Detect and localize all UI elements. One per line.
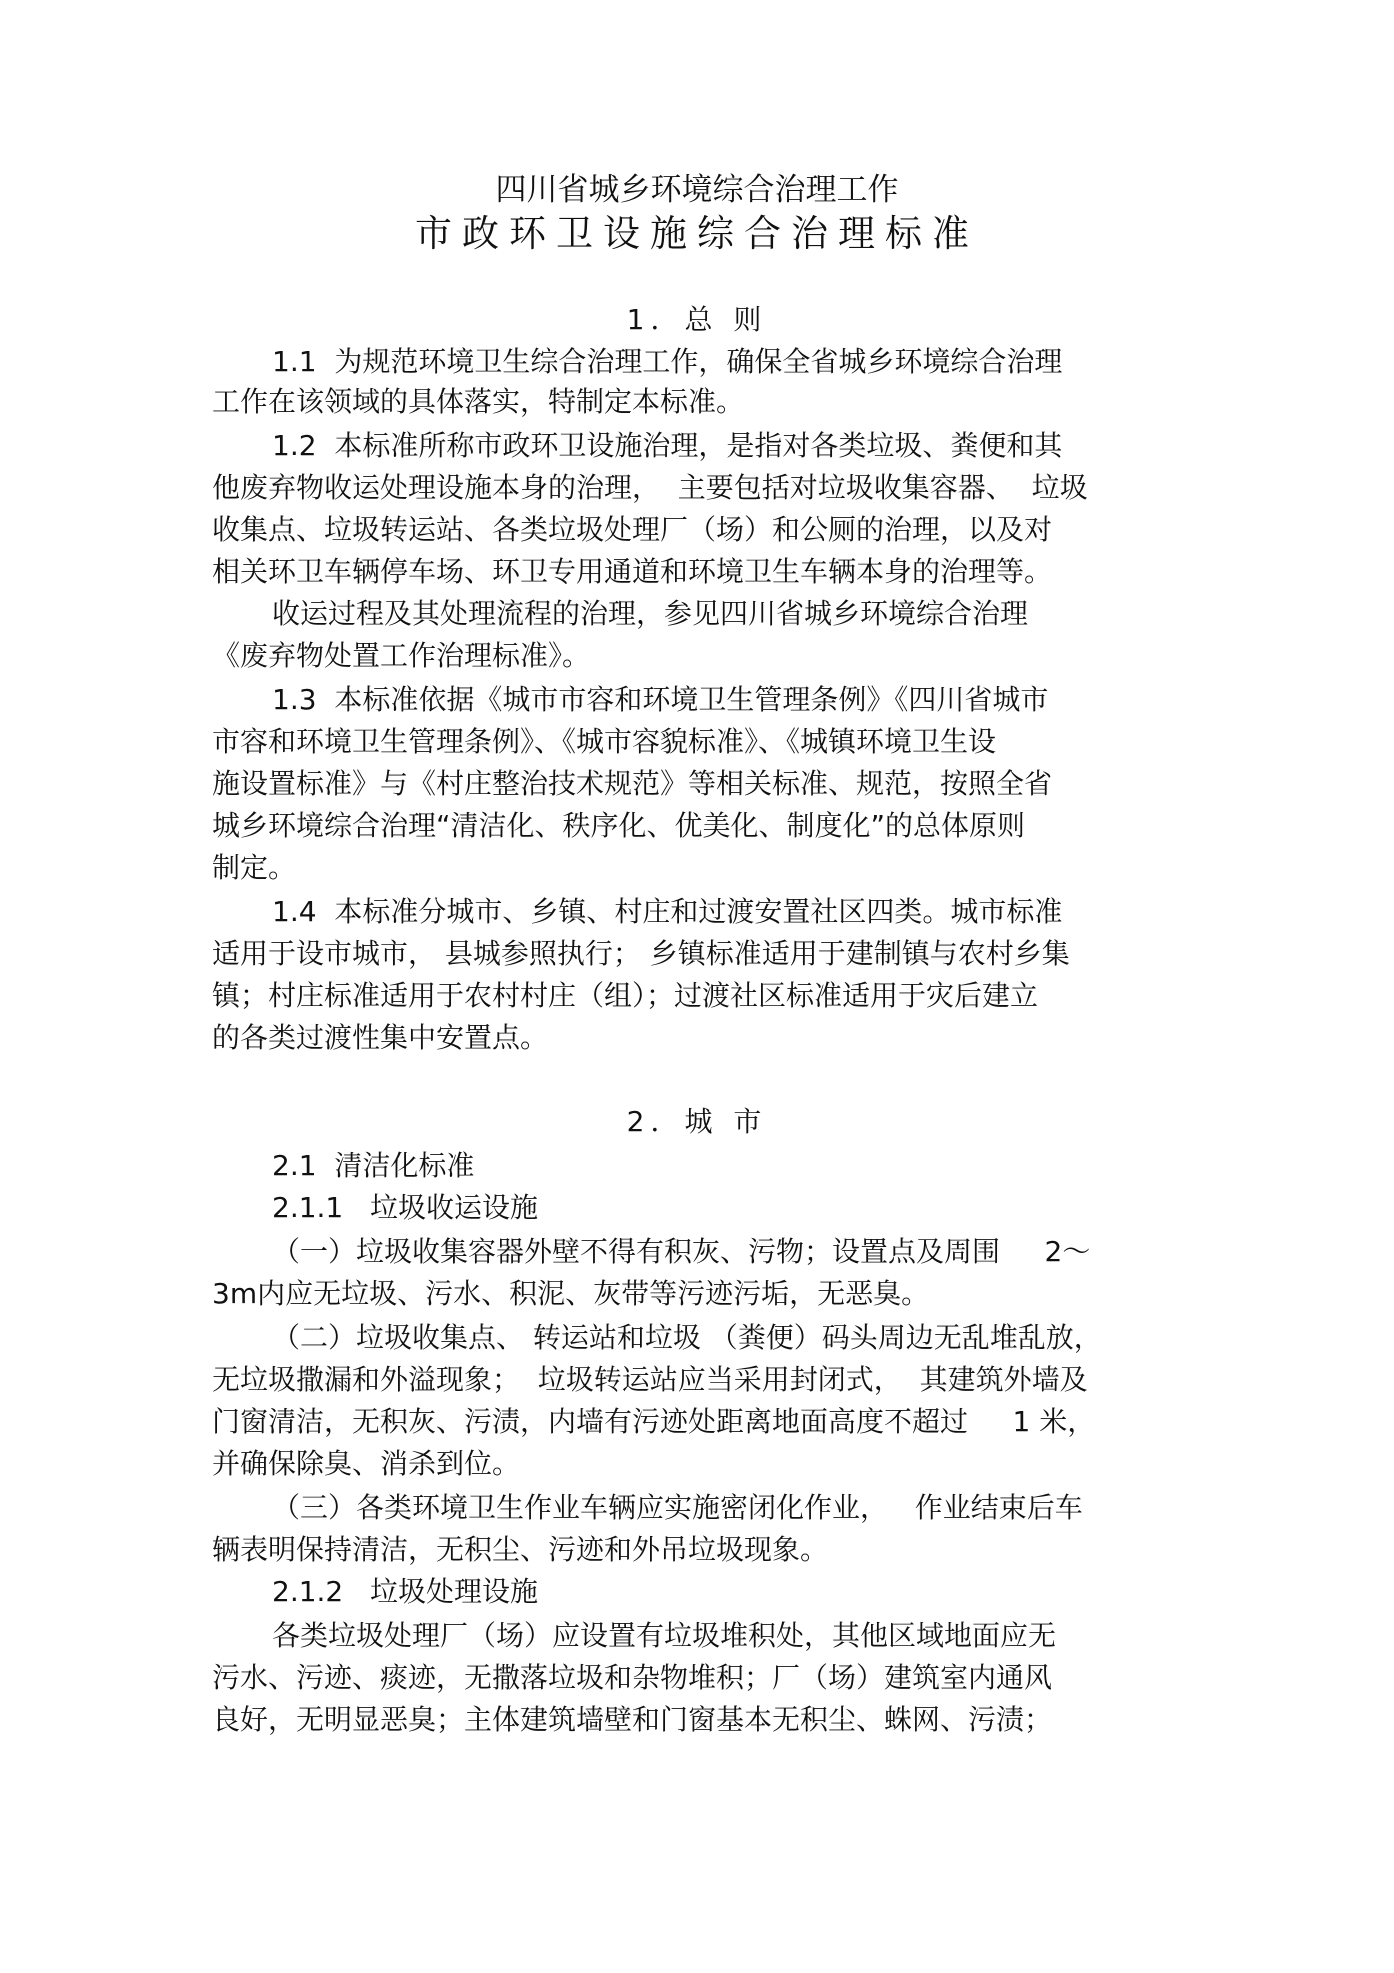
paragraph-line: 《废弃物处置工作治理标准》。	[212, 639, 591, 672]
document-title-line2: 市政环卫设施综合治理标准	[415, 212, 979, 255]
paragraph-line: 收集点、垃圾转运站、各类垃圾处理厂（场）和公厕的治理，以及对	[212, 513, 1053, 546]
subsection-heading: 2.1 清洁化标准	[272, 1149, 475, 1182]
paragraph-line: （三）各类环境卫生作业车辆应实施密闭化作业， 作业结束后车	[272, 1491, 1083, 1524]
paragraph-line: 1.2 本标准所称市政环卫设施治理，是指对各类垃圾、粪便和其	[272, 429, 1063, 462]
paragraph-line: 市容和环境卫生管理条例》、《城市容貌标准》、《城镇环境卫生设	[212, 725, 997, 758]
paragraph-line: 制定。	[212, 851, 297, 884]
paragraph-line: 无垃圾撒漏和外溢现象； 垃圾转运站应当采用封闭式， 其建筑外墙及	[212, 1363, 1088, 1396]
paragraph-line: 3m内应无垃圾、污水、积泥、灰带等污迹污垢，无恶臭。	[212, 1277, 930, 1310]
paragraph-line: 他废弃物收运处理设施本身的治理， 主要包括对垃圾收集容器、 垃圾	[212, 471, 1088, 504]
paragraph-line: 适用于设市城市， 县城参照执行； 乡镇标准适用于建制镇与农村乡集	[212, 937, 1070, 970]
paragraph-line: 各类垃圾处理厂（场）应设置有垃圾堆积处，其他区域地面应无	[272, 1619, 1057, 1652]
paragraph-line: 并确保除臭、消杀到位。	[212, 1447, 521, 1480]
paragraph-line: （二）垃圾收集点、 转运站和垃圾 （粪便）码头周边无乱堆乱放，	[272, 1321, 1102, 1354]
paragraph-line: 施设置标准》与《村庄整治技术规范》等相关标准、规范，按照全省	[212, 767, 1053, 800]
paragraph-line: 工作在该领域的具体落实，特制定本标准。	[212, 385, 745, 418]
paragraph-line: 污水、污迹、痰迹，无撒落垃圾和杂物堆积；厂（场）建筑室内通风	[212, 1661, 1053, 1694]
paragraph-line: 收运过程及其处理流程的治理，参见四川省城乡环境综合治理	[272, 597, 1029, 630]
paragraph-line: 门窗清洁，无积灰、污渍，内墙有污迹处距离地面高度不超过 1 米，	[212, 1405, 1096, 1438]
paragraph-line: 辆表明保持清洁，无积尘、污迹和外吊垃圾现象。	[212, 1533, 829, 1566]
subsection-heading: 2.1.2 垃圾处理设施	[272, 1575, 538, 1608]
paragraph-line: 镇；村庄标准适用于农村村庄（组）；过渡社区标准适用于灾后建立	[212, 979, 1039, 1012]
document-title-line1: 四川省城乡环境综合治理工作	[495, 172, 899, 208]
paragraph-line: 良好，无明显恶臭；主体建筑墙壁和门窗基本无积尘、蛛网、污渍；	[212, 1703, 1053, 1736]
paragraph-line: 城乡环境综合治理“清洁化、秩序化、优美化、制度化”的总体原则	[212, 809, 1026, 842]
section-heading-general: 1．总 则	[626, 303, 768, 336]
paragraph-line: 1.4 本标准分城市、乡镇、村庄和过渡安置社区四类。城市标准	[272, 895, 1063, 928]
paragraph-line: 1.3 本标准依据《城市市容和环境卫生管理条例》《四川省城市	[272, 683, 1049, 716]
section-heading-city: 2．城 市	[626, 1105, 768, 1138]
subsection-heading: 2.1.1 垃圾收运设施	[272, 1191, 538, 1224]
paragraph-line: 的各类过渡性集中安置点。	[212, 1021, 549, 1054]
paragraph-line: （一）垃圾收集容器外壁不得有积灰、污物；设置点及周围 2～	[272, 1235, 1091, 1268]
paragraph-line: 1.1 为规范环境卫生综合治理工作，确保全省城乡环境综合治理	[272, 345, 1063, 378]
paragraph-line: 相关环卫车辆停车场、环卫专用通道和环境卫生车辆本身的治理等。	[212, 555, 1053, 588]
